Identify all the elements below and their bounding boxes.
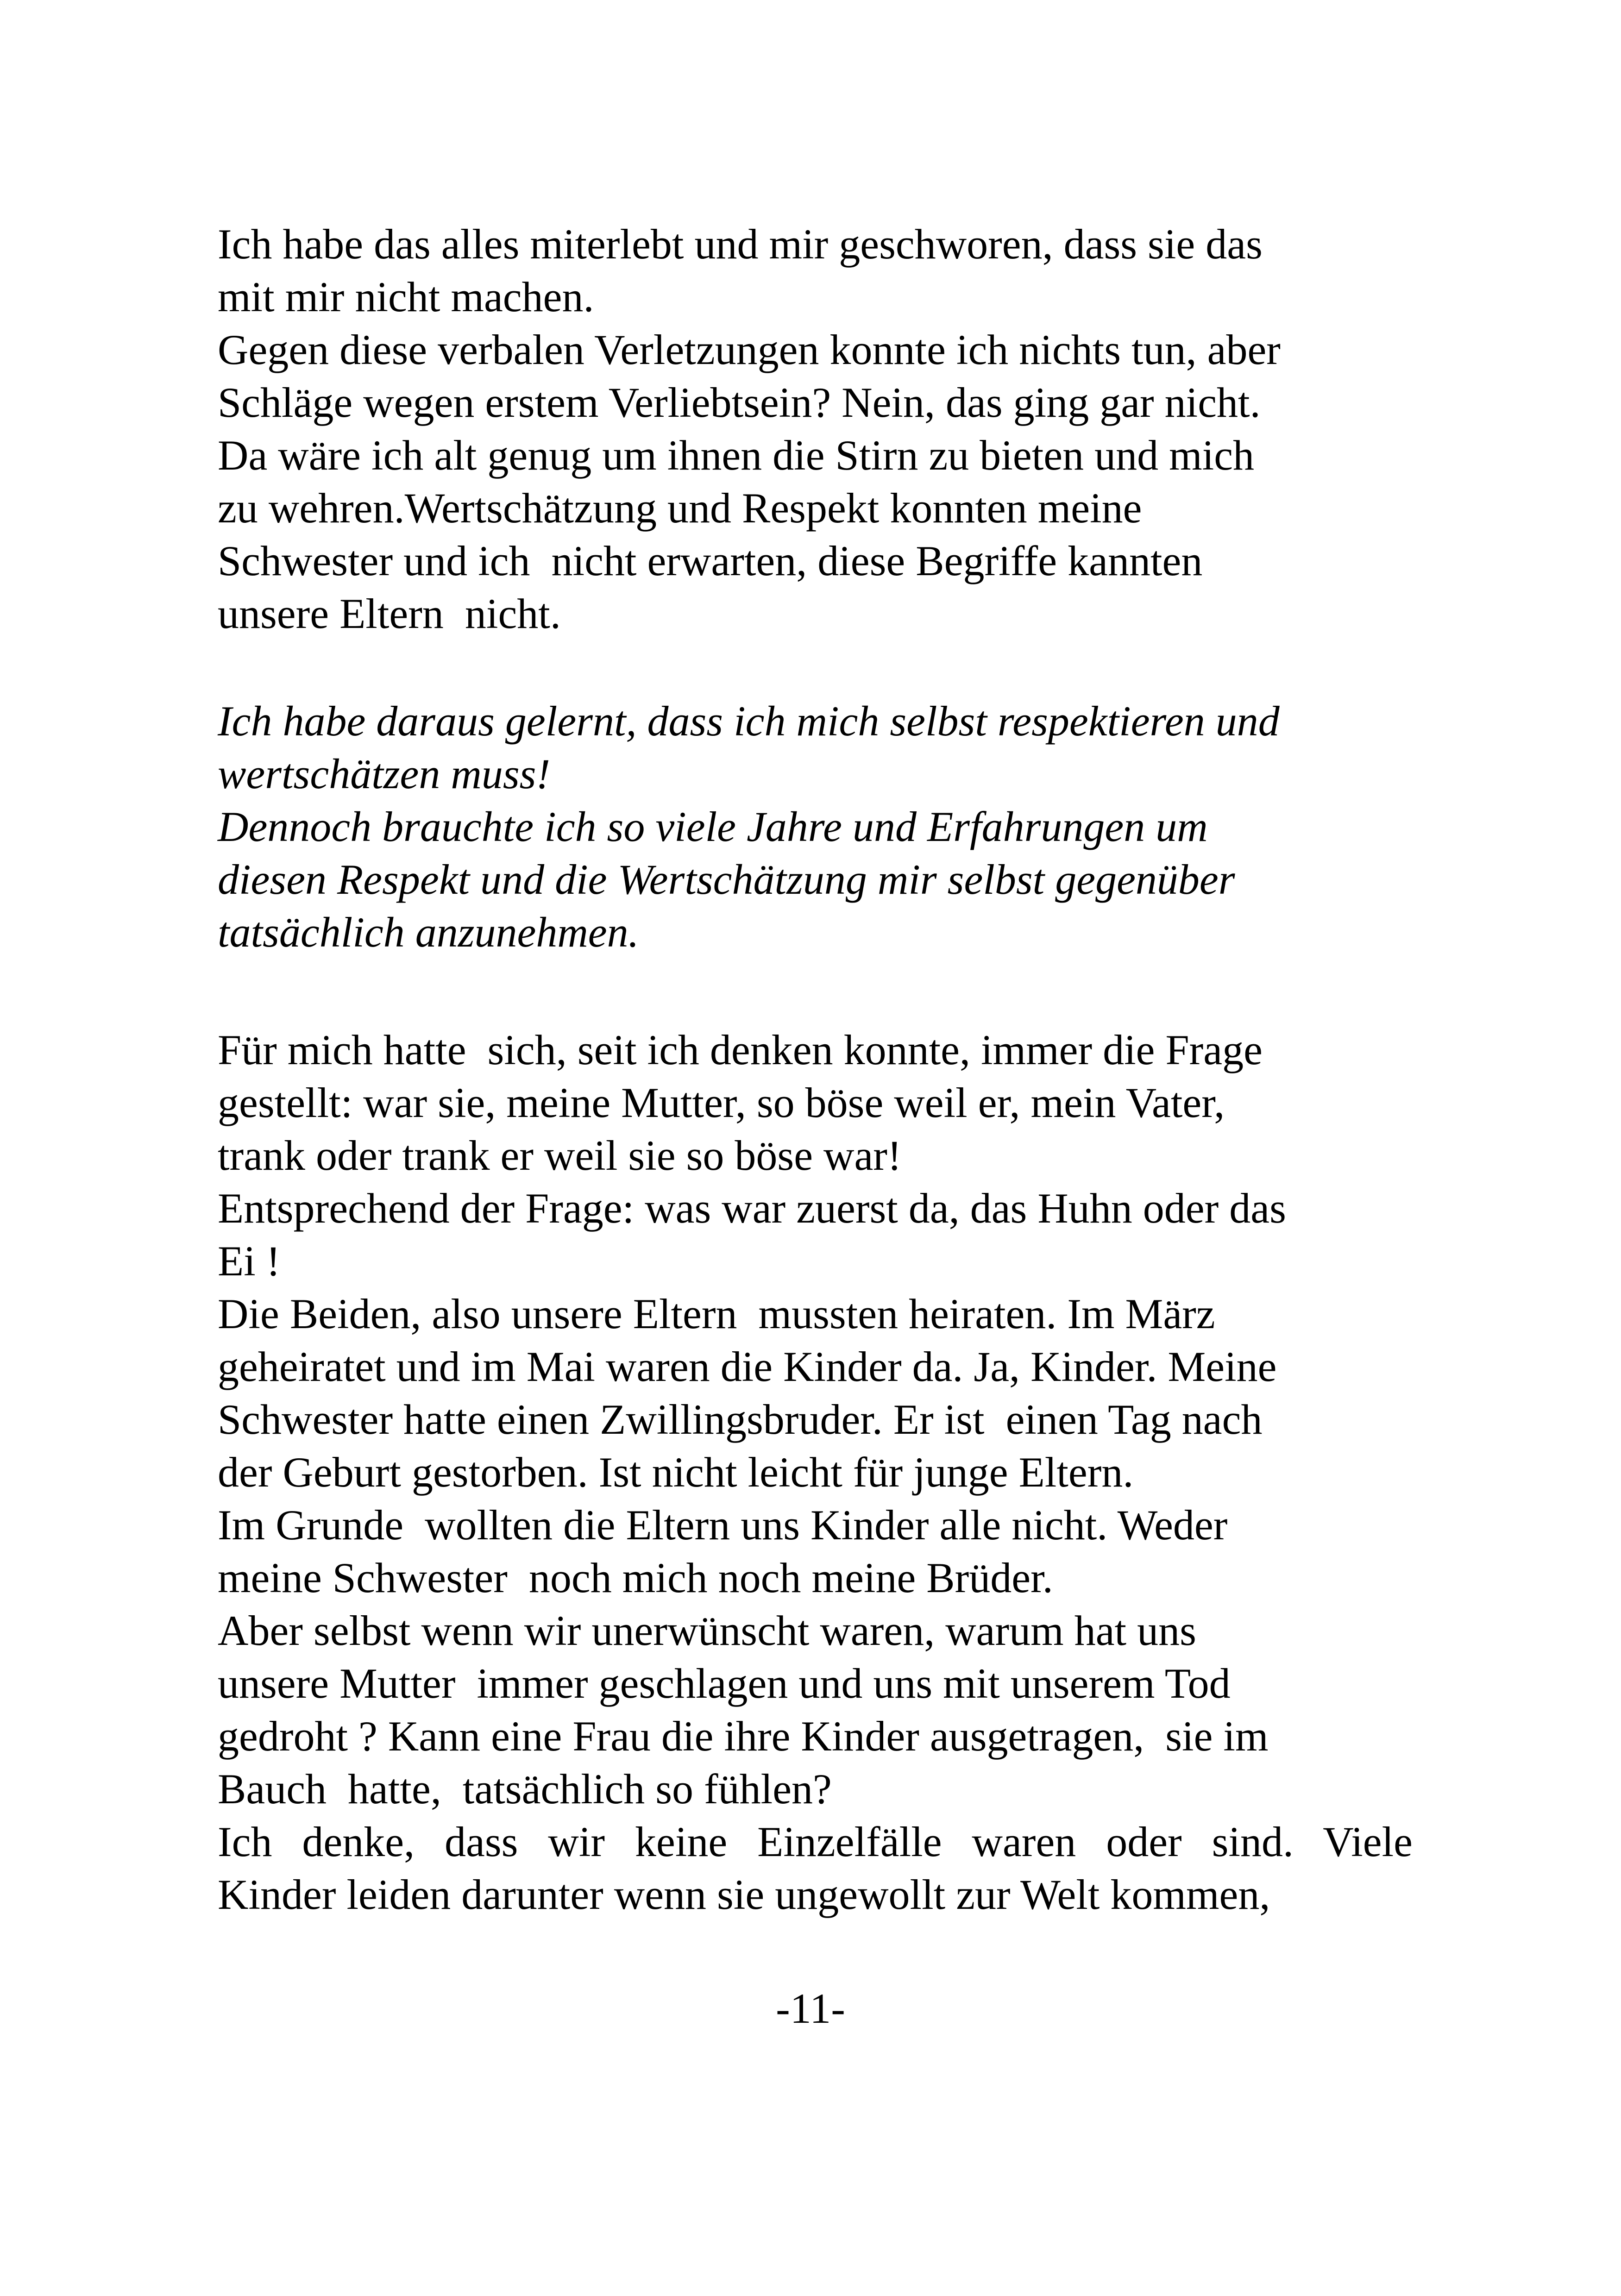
text-line: meine Schwester noch mich noch meine Brüder. [218, 1554, 1053, 1601]
text-line: mit mir nicht machen. [218, 273, 594, 320]
text-line-justified: Ich denke, dass wir keine Einzelfälle waren oder sind. Viele [218, 1818, 1413, 1865]
text-line: Schläge wegen erstem Verliebtsein? Nein, das ging gar nicht. [218, 379, 1261, 426]
text-line: Aber selbst wenn wir unerwünscht waren, warum hat uns [218, 1607, 1196, 1654]
text-line: Gegen diese verbalen Verletzungen konnte ich nichts tun, aber [218, 326, 1281, 373]
text-line: Schwester und ich nicht erwarten, diese Begriffe kannten [218, 537, 1203, 584]
text-line: Dennoch brauchte ich so viele Jahre und Erfahrungen um [218, 803, 1208, 850]
text-line: der Geburt gestorben. Ist nicht leicht für junge Eltern. [218, 1449, 1134, 1496]
paragraph-2-italic [218, 695, 1413, 959]
text-line: Entsprechend der Frage: was war zuerst da, das Huhn oder das [218, 1185, 1286, 1232]
text-line: Kinder leiden darunter wenn sie ungewollt zur Welt kommen, [218, 1871, 1270, 1918]
text-line: wertschätzen muss! [218, 750, 551, 797]
text-line: tatsächlich anzunehmen. [218, 909, 639, 956]
text-line: Ich habe das alles miterlebt und mir geschworen, dass sie das [218, 220, 1263, 268]
text-line: unsere Mutter immer geschlagen und uns mit unserem Tod [218, 1660, 1231, 1707]
text-line: Im Grunde wollten die Eltern uns Kinder alle nicht. Weder [218, 1501, 1228, 1549]
paragraph-3 [218, 1023, 1413, 1921]
text-line: Bauch hatte, tatsächlich so fühlen? [218, 1765, 832, 1813]
text-line: zu wehren.Wertschätzung und Respekt konnten meine [218, 484, 1142, 532]
text-line: geheiratet und im Mai waren die Kinder da. Ja, Kinder. Meine [218, 1343, 1277, 1390]
text-line: gestellt: war sie, meine Mutter, so böse weil er, mein Vater, [218, 1079, 1225, 1126]
text-line: Ei ! [218, 1237, 281, 1285]
text-line: unsere Eltern nicht. [218, 590, 561, 637]
text-line: Da wäre ich alt genug um ihnen die Stirn zu bieten und mich [218, 432, 1255, 479]
text-line: trank oder trank er weil sie so böse war! [218, 1132, 902, 1179]
text-line: Schwester hatte einen Zwillingsbruder. Er ist einen Tag nach [218, 1396, 1263, 1443]
paragraph-1 [218, 218, 1413, 640]
text-line: Für mich hatte sich, seit ich denken konnte, immer die Frage [218, 1026, 1263, 1073]
text-line: Die Beiden, also unsere Eltern mussten heiraten. Im März [218, 1290, 1215, 1337]
text-line: gedroht ? Kann eine Frau die ihre Kinder ausgetragen, sie im [218, 1713, 1269, 1760]
text-line: diesen Respekt und die Wertschätzung mir selbst gegenüber [218, 856, 1235, 903]
text-line: Ich habe daraus gelernt, dass ich mich selbst respektieren und [218, 697, 1280, 745]
page-number: -11- [776, 1985, 845, 2032]
